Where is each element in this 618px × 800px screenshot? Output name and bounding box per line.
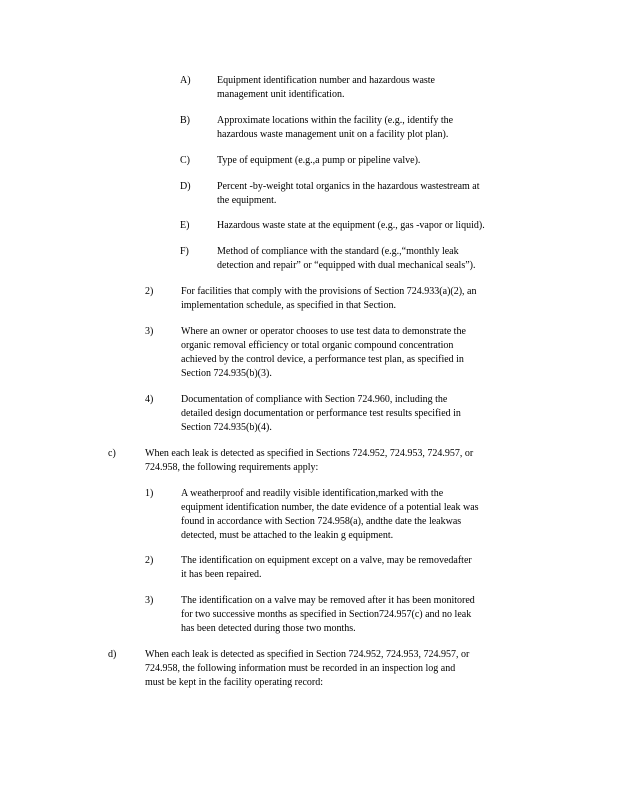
paragraph-text: When each leak is detected as specified in Sections 724.952, 724.953, 724.957, or 724.958, the following requirements apply: [145,448,474,473]
item-label: 4) [145,394,154,405]
item-text: Equipment identification number and hazardous waste management unit identification. [217,75,435,100]
item-text: Method of compliance with the standard (e.g.,“monthly leak detection and repair” or “equipped with dual mechanical seals”). [217,246,476,271]
item-text: Approximate locations within the facility (e.g., identify the hazardous waste management unit on a facility plot plan). [217,115,454,140]
item-label: E) [180,220,190,231]
item-label: D) [180,181,191,192]
item-label: F) [180,246,189,257]
item-label: A) [180,75,191,86]
item-text: Where an owner or operator chooses to use test data to demonstrate the organic removal efficiency or total organic compound concentration achieved by the control device, a performance test plan, as specified in Section 724.935(b)(3). [181,326,466,379]
item-text: Documentation of compliance with Section 724.960, including the detailed design documentation or performance test results specified in Section 724.935(b)(4). [181,394,461,433]
item-text: A weatherproof and readily visible identification,marked with the equipment identification number, the date evidence of a potential leak was found in accordance with Section 724.958(a), andthe date the leakwas detected, must be attached to the leakin g equipment. [181,488,479,541]
item-label: 3) [145,595,154,606]
item-text: The identification on a valve may be removed after it has been monitored for two successive months as specified in Section724.957(c) and no leak has been detected during those two months. [181,595,475,634]
item-label: B) [180,115,190,126]
item-text: Type of equipment (e.g.,a pump or pipeline valve). [217,155,421,166]
item-label: 3) [145,326,154,337]
paragraph-label: c) [108,448,116,459]
item-text: Percent -by-weight total organics in the hazardous wastestream at the equipment. [217,181,480,206]
item-text: For facilities that comply with the provisions of Section 724.933(a)(2), an implementation schedule, as specified in that Section. [181,286,477,311]
item-label: 2) [145,555,154,566]
item-label: 1) [145,488,154,499]
item-label: 2) [145,286,154,297]
paragraph-text: When each leak is detected as specified in Section 724.952, 724.953, 724.957, or 724.958, the following information must be recorded in an inspection log and must be kept in the facility operating record: [145,649,470,688]
item-label: C) [180,155,190,166]
item-text: The identification on equipment except on a valve, may be removedafter it has been repaired. [181,555,472,580]
item-text: Hazardous waste state at the equipment (e.g., gas -vapor or liquid). [217,220,485,231]
paragraph-label: d) [108,649,117,660]
